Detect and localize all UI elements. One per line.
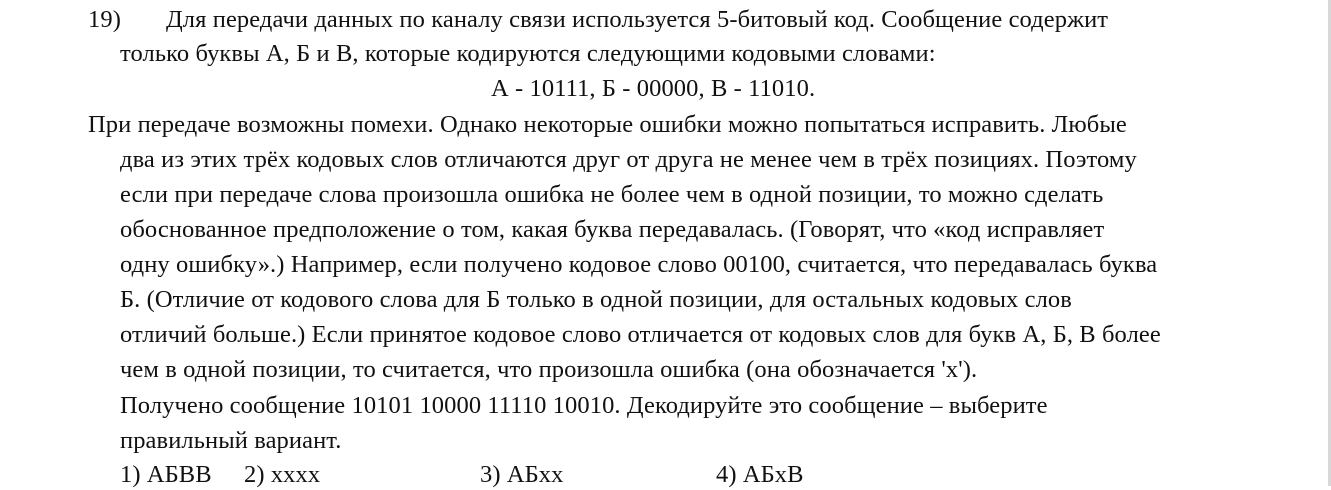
problem-text-line: Получено сообщение 10101 10000 11110 10010. Декодируйте это сообщение – выберите <box>120 392 1048 419</box>
question-number: 19) <box>88 6 121 33</box>
answer-option-4: 4) АБхВ <box>716 461 804 488</box>
problem-text-line: обоснованное предположение о том, какая буква передавалась. (Говорят, что «код исправляет <box>120 216 1105 243</box>
problem-text-line: Б. (Отличие от кодового слова для Б только в одной позиции, для остальных кодовых слов <box>120 286 1072 313</box>
problem-text-line: одну ошибку».) Например, если получено кодовое слово 00100, считается, что передавалась буква <box>120 251 1158 278</box>
problem-text-line: только буквы А, Б и В, которые кодируются следующими кодовыми словами: <box>120 40 936 67</box>
answer-option-1: 1) АБВВ <box>120 461 212 488</box>
problem-text-line: отличий больше.) Если принятое кодовое слово отличается от кодовых слов для букв А, Б, В более <box>120 321 1161 348</box>
problem-text-line: правильный вариант. <box>120 427 342 454</box>
answer-option-2: 2) хххх <box>244 461 321 488</box>
problem-text-line: если при передаче слова произошла ошибка не более чем в одной позиции, то можно сделать <box>120 181 1104 208</box>
problem-text-line: два из этих трёх кодовых слов отличаются друг от друга не менее чем в трёх позициях. Поэтому <box>120 146 1137 173</box>
answer-option-3: 3) АБхх <box>480 461 564 488</box>
problem-text-line: При передаче возможны помехи. Однако некоторые ошибки можно попытаться исправить. Любые <box>88 111 1127 138</box>
codewords-line: А - 10111, Б - 00000, В - 11010. <box>491 75 816 102</box>
problem-text-line: чем в одной позиции, то считается, что произошла ошибка (она обозначается 'х'). <box>120 356 978 383</box>
problem-text-line: Для передачи данных по каналу связи используется 5-битовый код. Сообщение содержит <box>166 6 1109 33</box>
